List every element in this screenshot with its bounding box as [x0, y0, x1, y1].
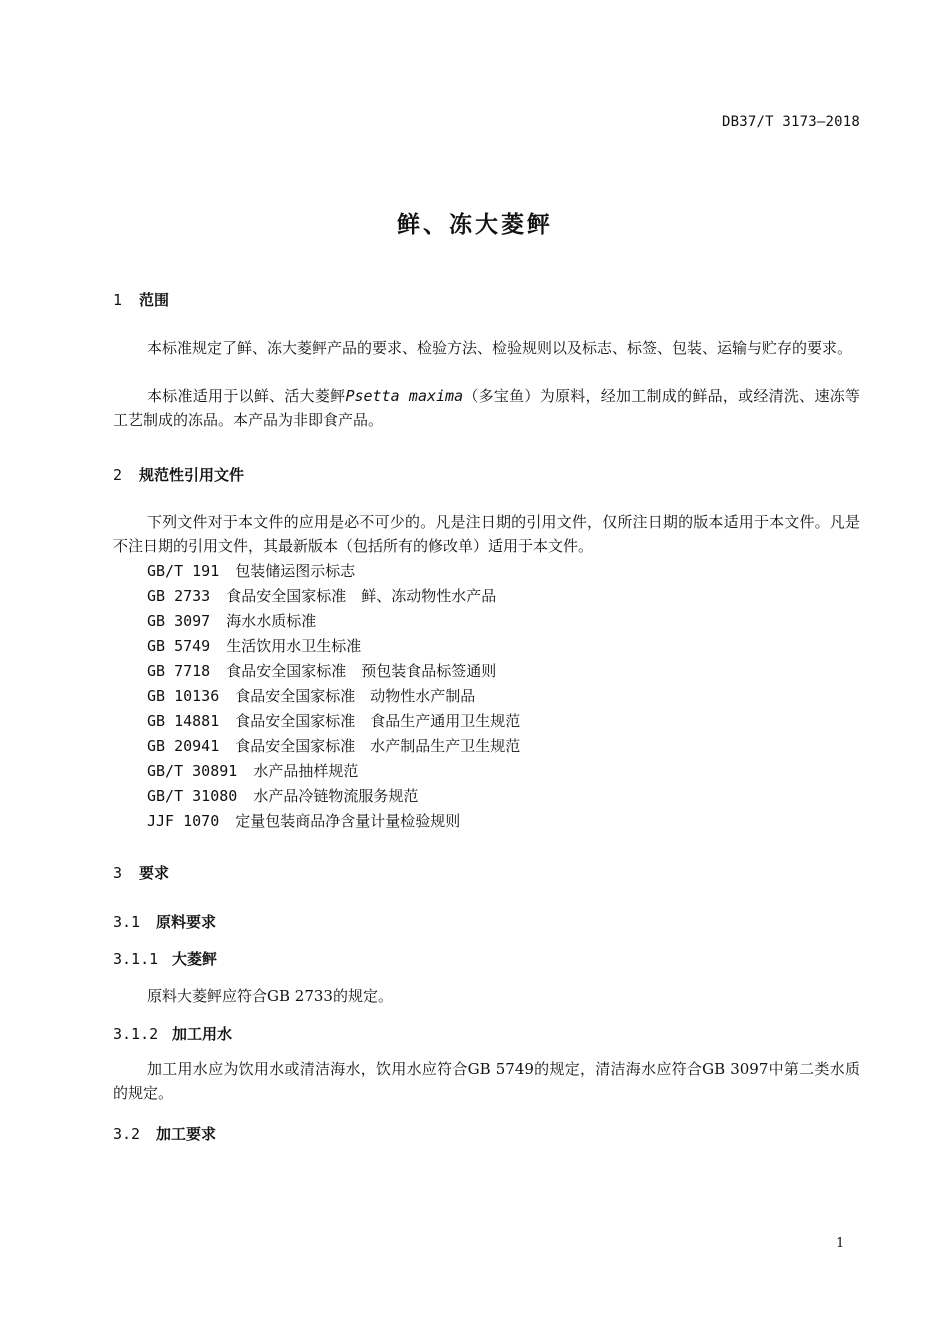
reference-name: 生活饮用水卫生标准	[226, 637, 362, 655]
reference-code: GB 7718	[147, 662, 211, 680]
reference-code: GB 20941	[147, 737, 220, 755]
reference-item	[147, 635, 361, 656]
reference-item	[147, 660, 496, 681]
reference-item	[147, 735, 520, 756]
section-number: 3.2	[113, 1125, 141, 1143]
reference-name: 水产品抽样规范	[253, 762, 359, 780]
processing-water-paragraph: 加工用水应为饮用水或清洁海水，饮用水应符合GB 5749的规定，清洁海水应符合GB 3097中第二类水质的规定。	[113, 1060, 860, 1102]
section-heading-2	[113, 464, 244, 485]
reference-name: 食品安全国家标准 水产制品生产卫生规范	[235, 737, 521, 755]
reference-name: 海水水质标准	[226, 612, 317, 630]
reference-item	[147, 560, 355, 581]
section-title: 加工用水	[172, 1025, 233, 1043]
reference-name: 水产品冷链物流服务规范	[253, 787, 419, 805]
reference-name: 食品安全国家标准 动物性水产制品	[235, 687, 476, 705]
reference-name: 包装储运图示标志	[235, 562, 356, 580]
reference-code: GB/T 30891	[147, 762, 238, 780]
section-title: 大菱鲆	[172, 950, 218, 968]
scope-paragraph-2	[113, 384, 860, 432]
reference-name: 食品安全国家标准 预包装食品标签通则	[226, 662, 497, 680]
reference-item	[147, 685, 475, 706]
section-heading-3-1-1	[113, 948, 217, 969]
reference-item	[147, 585, 496, 606]
reference-code: GB/T 31080	[147, 787, 238, 805]
reference-item	[147, 785, 418, 806]
scope-text-a: 本标准适用于以鲜、活大菱鲆	[147, 387, 346, 405]
section-number: 3	[113, 864, 123, 882]
raw-material-paragraph: 原料大菱鲆应符合GB 2733的规定。	[147, 987, 393, 1005]
reference-name: 食品安全国家标准 鲜、冻动物性水产品	[226, 587, 497, 605]
section-heading-3-1-2	[113, 1023, 232, 1044]
species-name: Psetta maxima	[345, 387, 464, 405]
section-heading-3	[113, 862, 169, 883]
section-heading-1	[113, 289, 169, 310]
section-number: 3.1.2	[113, 1025, 159, 1043]
section-title: 范围	[139, 291, 170, 309]
reference-code: GB 10136	[147, 687, 220, 705]
reference-code: GB 3097	[147, 612, 211, 630]
section-number: 2	[113, 466, 123, 484]
section-title: 规范性引用文件	[139, 466, 245, 484]
section-title: 加工要求	[156, 1125, 217, 1143]
reference-name: 食品安全国家标准 食品生产通用卫生规范	[235, 712, 521, 730]
page-number: 1	[836, 1236, 845, 1251]
page-title: 鲜、冻大菱鲆	[397, 212, 553, 238]
section-heading-3-1	[113, 911, 216, 932]
reference-code: GB/T 191	[147, 562, 220, 580]
scope-text-b: （多宝鱼）为原料，经加工制成的鲜品，或经清洗、速冻等工艺制成的冻品。本产品为非即食产品。	[113, 387, 860, 429]
reference-code: GB 5749	[147, 637, 211, 655]
section-number: 3.1	[113, 913, 141, 931]
reference-item	[147, 760, 358, 781]
references-intro: 下列文件对于本文件的应用是必不可少的。凡是注日期的引用文件，仅所注日期的版本适用于本文件。凡是不注日期的引用文件，其最新版本（包括所有的修改单）适用于本文件。	[113, 513, 860, 555]
section-title: 原料要求	[156, 913, 217, 931]
section-heading-3-2	[113, 1123, 216, 1144]
reference-name: 定量包装商品净含量计量检验规则	[235, 812, 461, 830]
section-number: 1	[113, 291, 123, 309]
reference-item	[147, 810, 460, 831]
scope-paragraph-1: 本标准规定了鲜、冻大菱鲆产品的要求、检验方法、检验规则以及标志、标签、包装、运输与贮存的要求。	[147, 339, 853, 357]
reference-code: GB 2733	[147, 587, 211, 605]
standard-code: DB37/T 3173—2018	[721, 114, 860, 130]
reference-item	[147, 610, 316, 631]
reference-code: GB 14881	[147, 712, 220, 730]
section-title: 要求	[139, 864, 170, 882]
reference-code: JJF 1070	[147, 812, 220, 830]
section-number: 3.1.1	[113, 950, 159, 968]
reference-item	[147, 710, 520, 731]
